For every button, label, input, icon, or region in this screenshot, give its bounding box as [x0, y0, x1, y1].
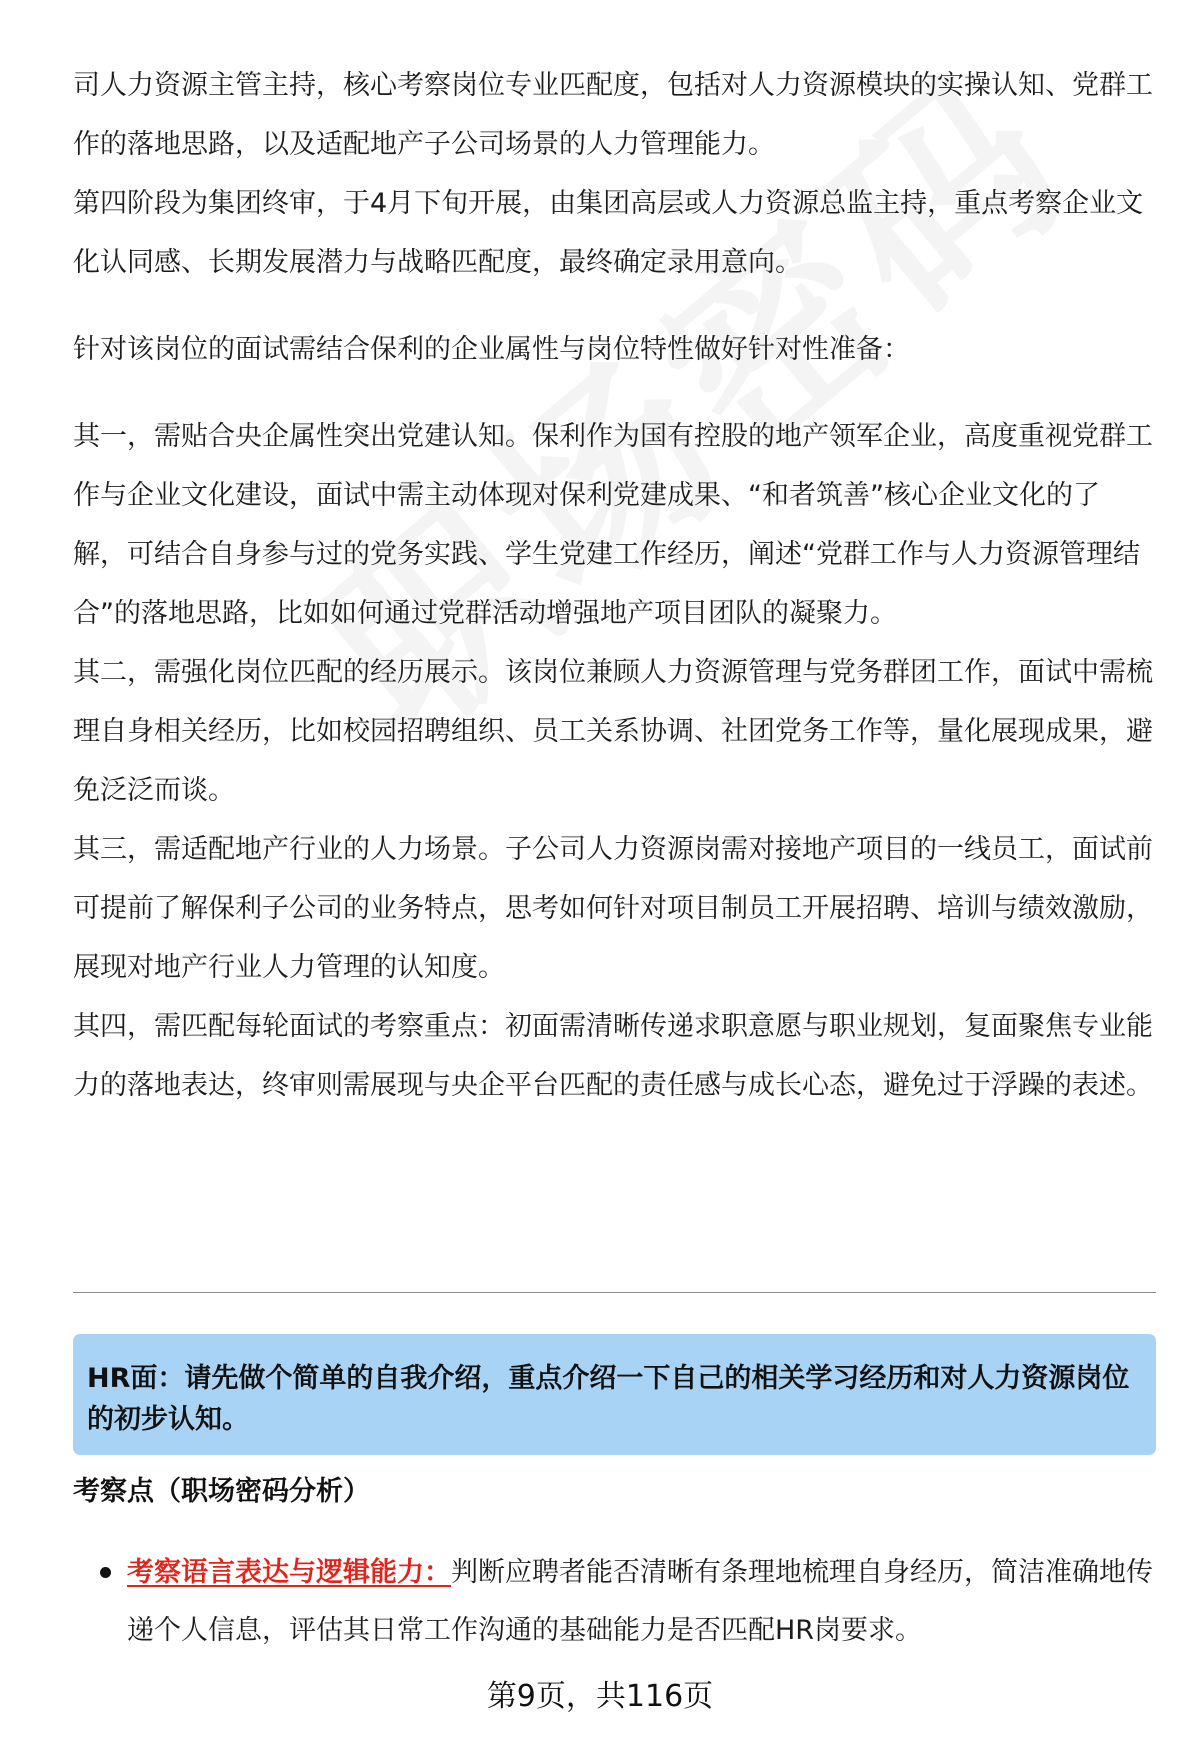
- document-body: [73, 56, 1153, 1115]
- section-divider: [73, 1292, 1156, 1293]
- section-title: 考察点（职场密码分析）: [73, 1476, 370, 1507]
- list-item: [100, 1544, 1160, 1660]
- page-number: 第9页，共116页: [486, 1679, 714, 1714]
- paragraph-stage4: 第四阶段为集团终审，于4月下旬开展，由集团高层或人力资源总监主持，重点考察企业文化认同感、长期发展潜力与战略匹配度，最终确定录用意向。: [73, 188, 1144, 278]
- question-box: [73, 1334, 1156, 1455]
- paragraph-point-4: 其四，需匹配每轮面试的考察重点：初面需清晰传递求职意愿与职业规划，复面聚焦专业能力的落地表达，终审则需展现与央企平台匹配的责任感与成长心态，避免过于浮躁的表述。: [73, 1011, 1153, 1101]
- bullet-icon: [100, 1567, 111, 1578]
- paragraph-point-2: 其二，需强化岗位匹配的经历展示。该岗位兼顾人力资源管理与党务群团工作，面试中需梳理自身相关经历，比如校园招聘组织、员工关系协调、社团党务工作等，量化展现成果，避免泛泛而谈。: [73, 657, 1153, 806]
- paragraph-point-1: 其一，需贴合央企属性突出党建认知。保利作为国有控股的地产领军企业，高度重视党群工作与企业文化建设，面试中需主动体现对保利党建成果、“和者筑善”核心企业文化的了解，可结合自身参与过的党务实践、学生党建工作经历，阐述“党群工作与人力资源管理结合”的落地思路，比如如何通过党群活动增强地产项目团队的凝聚力。: [73, 421, 1153, 629]
- bullet-text: [127, 1544, 1160, 1660]
- bullet-body: 判断应聘者能否清晰有条理地梳理自身经历，简洁准确地传递个人信息，评估其日常工作沟通的基础能力是否匹配HR岗要求。: [127, 1557, 1153, 1646]
- bullet-key-phrase: 考察语言表达与逻辑能力：: [127, 1557, 451, 1588]
- paragraph-stage3: 司人力资源主管主持，核心考察岗位专业匹配度，包括对人力资源模块的实操认知、党群工作的落地思路，以及适配地产子公司场景的人力管理能力。: [73, 70, 1153, 160]
- paragraph-point-3: 其三，需适配地产行业的人力场景。子公司人力资源岗需对接地产项目的一线员工，面试前可提前了解保利子公司的业务特点，思考如何针对项目制员工开展招聘、培训与绩效激励，展现对地产行业人力管理的认知度。: [73, 834, 1153, 983]
- question-text: HR面：请先做个简单的自我介绍，重点介绍一下自己的相关学习经历和对人力资源岗位的初步认知。: [87, 1363, 1130, 1435]
- paragraph-intro: 针对该岗位的面试需结合保利的企业属性与岗位特性做好针对性准备：: [73, 334, 910, 365]
